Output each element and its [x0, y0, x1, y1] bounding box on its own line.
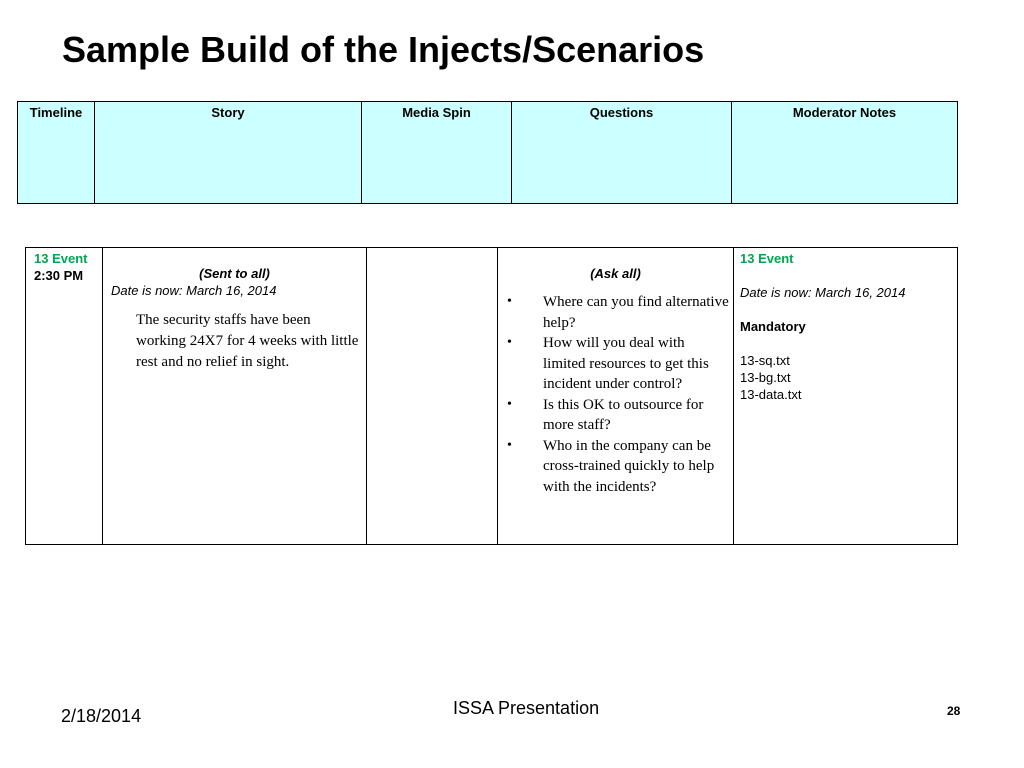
questions-heading: (Ask all)	[590, 266, 641, 281]
question-item	[498, 333, 733, 395]
event-table	[25, 247, 958, 545]
header-table	[17, 101, 958, 204]
notes-spacer	[740, 301, 953, 318]
bullet-icon: •	[507, 396, 512, 412]
bullet-icon: •	[507, 437, 512, 453]
event-questions-cell	[498, 248, 734, 545]
timeline-time: 2:30 PM	[34, 268, 84, 283]
notes-date: Date is now: March 16, 2014	[740, 285, 906, 300]
bullet-icon: •	[507, 335, 512, 350]
footer-date: 2/18/2014	[61, 706, 142, 726]
question-item	[498, 395, 733, 436]
notes-file-item: 13-bg.txt	[740, 370, 791, 385]
header-row	[18, 102, 958, 204]
header-cell-moderator-notes: Moderator Notes	[732, 102, 958, 204]
footer-page-number: 28	[947, 704, 961, 718]
header-cell-questions: Questions	[512, 102, 732, 204]
story-body: The security staffs have been working 24X7 for 4 weeks with little rest and no relief in sight.	[136, 312, 359, 370]
header-cell-media-spin: Media Spin	[362, 102, 512, 204]
question-item	[498, 436, 733, 498]
notes-spacer	[740, 335, 953, 352]
notes-file-item: 13-data.txt	[740, 387, 802, 402]
footer-presentation-name: ISSA Presentation	[453, 698, 600, 718]
question-text: Is this OK to outsource for more staff?	[543, 396, 704, 433]
question-text: Who in the company can be cross-trained quickly to help with the incidents?	[543, 437, 715, 495]
event-row	[26, 248, 958, 545]
story-sent-label: (Sent to all)	[199, 266, 270, 281]
question-text: Where can you find alternative help?	[543, 294, 729, 331]
question-text: How will you deal with limited resources to get this incident under control?	[543, 335, 709, 392]
notes-mandatory-label: Mandatory	[740, 319, 806, 334]
header-cell-story: Story	[95, 102, 362, 204]
notes-file-item: 13-sq.txt	[740, 353, 790, 368]
notes-event-label: 13 Event	[740, 251, 794, 266]
timeline-event-label: 13 Event	[34, 251, 88, 266]
event-story-cell	[103, 248, 367, 545]
event-timeline-cell	[26, 248, 103, 545]
questions-list	[498, 292, 733, 497]
story-date: Date is now: March 16, 2014	[111, 283, 277, 298]
notes-spacer	[740, 267, 953, 284]
header-cell-timeline: Timeline	[18, 102, 95, 204]
slide-title: Sample Build of the Injects/Scenarios	[62, 29, 705, 70]
event-moderator-notes-cell	[734, 248, 958, 545]
bullet-icon: •	[507, 294, 512, 309]
event-media-spin-cell	[367, 248, 498, 545]
question-item	[498, 292, 733, 333]
